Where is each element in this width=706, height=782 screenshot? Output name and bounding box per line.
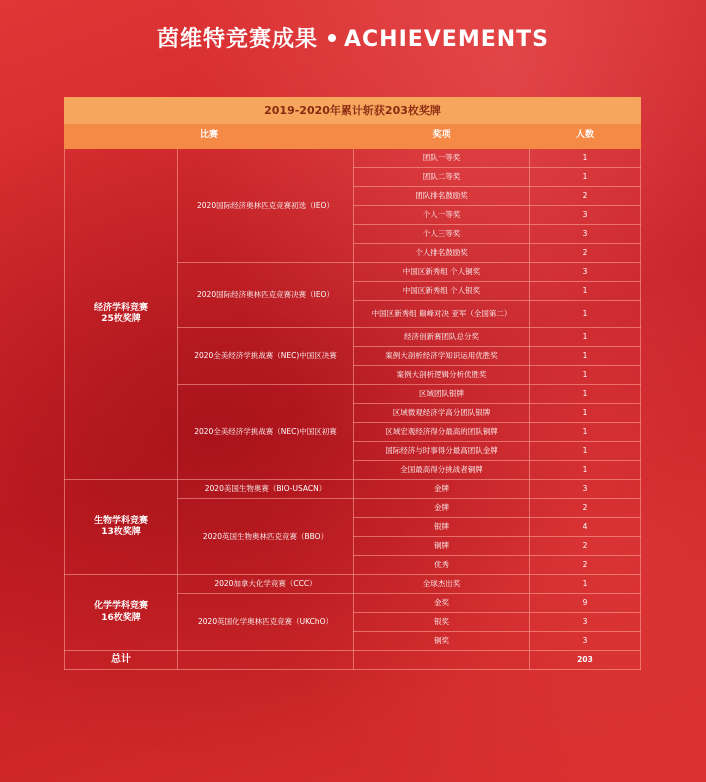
competition-cell: 2020加拿大化学竞赛（CCC） [178, 575, 354, 594]
category-cell [65, 480, 178, 575]
count-cell: 3 [530, 206, 641, 225]
category-subtitle: 16枚奖牌 [101, 612, 141, 623]
count-cell: 2 [530, 499, 641, 518]
count-cell: 1 [530, 442, 641, 461]
count-cell: 1 [530, 301, 641, 328]
count-cell: 1 [530, 149, 641, 168]
award-cell: 银牌 [354, 518, 530, 537]
table-banner-row [65, 98, 641, 124]
count-cell: 1 [530, 461, 641, 480]
count-cell: 2 [530, 537, 641, 556]
award-cell: 个人一等奖 [354, 206, 530, 225]
bullet-dot-icon [328, 34, 336, 42]
award-cell: 金奖 [354, 594, 530, 613]
count-cell: 1 [530, 282, 641, 301]
count-cell: 2 [530, 556, 641, 575]
award-cell: 个人三等奖 [354, 225, 530, 244]
award-cell: 区域宏观经济得分最高的团队铜牌 [354, 423, 530, 442]
award-cell: 区域团队银牌 [354, 385, 530, 404]
column-header-count: 人数 [530, 124, 641, 149]
count-cell: 1 [530, 366, 641, 385]
page-title-en: ACHIEVEMENTS [343, 27, 550, 52]
category-name: 生物学科竞赛 [93, 515, 148, 526]
award-cell: 金牌 [354, 499, 530, 518]
category-subtitle: 25枚奖牌 [101, 314, 141, 324]
award-cell: 银奖 [354, 613, 530, 632]
count-cell: 1 [530, 423, 641, 442]
award-cell: 中国区新秀组 个人铜奖 [354, 263, 530, 282]
competition-cell: 2020全美经济学挑战赛（NEC)中国区决赛 [178, 328, 354, 385]
total-count: 203 [530, 651, 641, 670]
total-row [65, 651, 641, 670]
award-cell: 个人排名鼓励奖 [354, 244, 530, 263]
count-cell: 1 [530, 328, 641, 347]
achievements-table [64, 97, 641, 670]
count-cell: 1 [530, 168, 641, 187]
table-row [65, 575, 641, 594]
award-cell: 国际经济与时事得分最高团队金牌 [354, 442, 530, 461]
award-cell: 铜牌 [354, 537, 530, 556]
page-title [0, 22, 706, 53]
count-cell: 3 [530, 613, 641, 632]
category-name: 化学学科竞赛 [93, 601, 148, 612]
table-banner: 2019-2020年累计斩获203枚奖牌 [65, 98, 641, 124]
award-cell: 中国区新秀组 巅峰对决 亚军（全国第二） [354, 301, 530, 328]
award-cell: 案例大剖析经济学知识运用优胜奖 [354, 347, 530, 366]
award-cell: 中国区新秀组 个人银奖 [354, 282, 530, 301]
award-cell: 经济创新赛团队总分奖 [354, 328, 530, 347]
competition-cell: 2020全美经济学挑战赛（NEC)中国区初赛 [178, 385, 354, 480]
category-subtitle: 13枚奖牌 [101, 527, 141, 537]
award-cell: 团队一等奖 [354, 149, 530, 168]
count-cell: 2 [530, 187, 641, 206]
count-cell: 1 [530, 385, 641, 404]
category-name: 经济学科竞赛 [93, 302, 148, 313]
count-cell: 1 [530, 575, 641, 594]
table-row [65, 480, 641, 499]
table-body [65, 149, 641, 670]
count-cell: 3 [530, 480, 641, 499]
count-cell: 2 [530, 244, 641, 263]
total-label: 总计 [65, 651, 178, 670]
competition-cell: 2020英国生物奥林匹克竞赛（BBO） [178, 499, 354, 575]
award-cell: 铜奖 [354, 632, 530, 651]
competition-cell: 2020英国化学奥林匹克竞赛（UKChO） [178, 594, 354, 651]
table-row [65, 149, 641, 168]
award-cell: 团队二等奖 [354, 168, 530, 187]
count-cell: 9 [530, 594, 641, 613]
award-cell: 优秀 [354, 556, 530, 575]
competition-cell: 2020美国生物奥赛（BIO-USACN） [178, 480, 354, 499]
table-header-row [65, 124, 641, 149]
total-empty-cell [354, 651, 530, 670]
count-cell: 1 [530, 347, 641, 366]
count-cell: 3 [530, 225, 641, 244]
award-cell: 区域微观经济学高分团队银牌 [354, 404, 530, 423]
count-cell: 3 [530, 263, 641, 282]
category-cell [65, 149, 178, 480]
award-cell: 全球杰出奖 [354, 575, 530, 594]
award-cell: 全国最高得分挑战者铜牌 [354, 461, 530, 480]
count-cell: 4 [530, 518, 641, 537]
count-cell: 1 [530, 404, 641, 423]
total-empty-cell [178, 651, 354, 670]
award-cell: 案例大剖析逻辑分析优胜奖 [354, 366, 530, 385]
page-title-cn: 茵维特竞赛成果 [156, 27, 318, 52]
count-cell: 3 [530, 632, 641, 651]
column-header-competition: 比赛 [65, 124, 354, 149]
award-cell: 团队排名鼓励奖 [354, 187, 530, 206]
column-header-award: 奖项 [354, 124, 530, 149]
category-cell [65, 575, 178, 651]
award-cell: 金牌 [354, 480, 530, 499]
competition-cell: 2020国际经济奥林匹克竞赛决赛（IEO） [178, 263, 354, 328]
competition-cell: 2020国际经济奥林匹克竞赛初选（IEO） [178, 149, 354, 263]
